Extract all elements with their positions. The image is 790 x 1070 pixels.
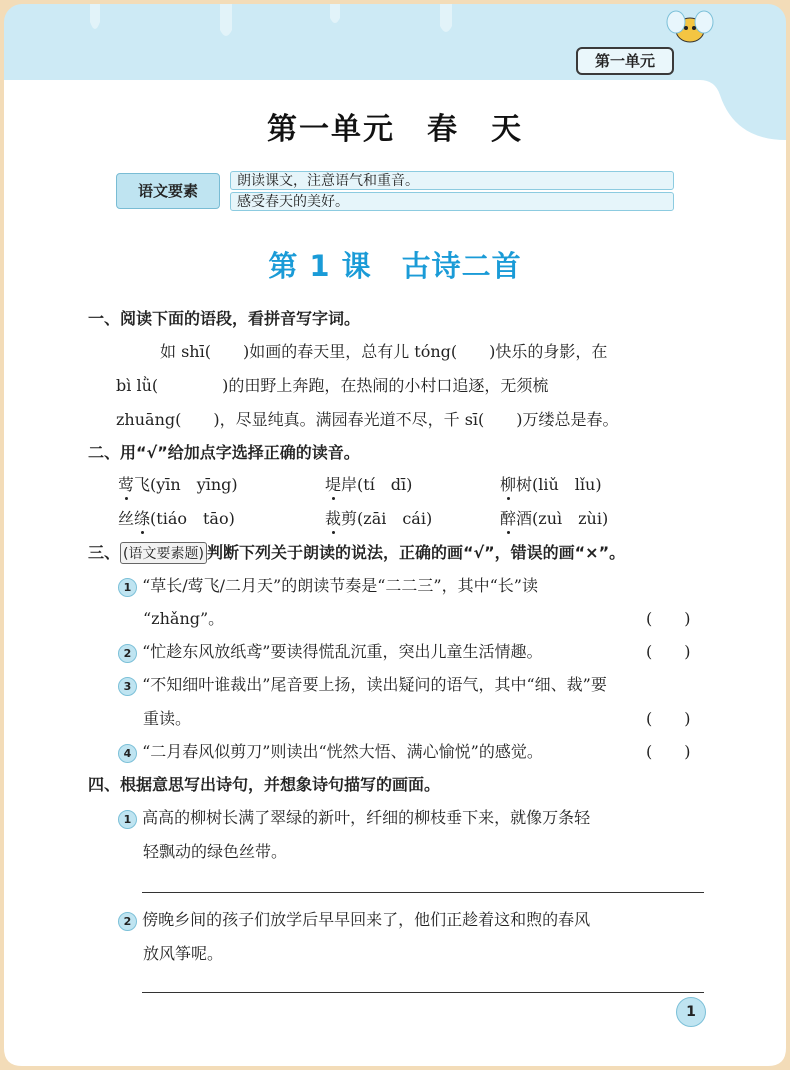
answer-paren[interactable]: ( )	[646, 642, 691, 661]
answer-paren[interactable]: ( )	[646, 609, 691, 628]
answer-paren[interactable]: ( )	[646, 709, 691, 728]
q3-item-3: 3 “不知细叶谁裁出”尾音要上扬，读出疑问的语气，其中“细、裁”要	[118, 672, 607, 696]
unit-tab: 第一单元	[576, 47, 674, 75]
q4-item-2: 2 傍晚乡间的孩子们放学后早早回来了，他们正趁着这和煦的春风	[118, 907, 590, 931]
q2-item: 醉酒(zuì zùi)	[500, 506, 608, 529]
q3-item-2: 2 “忙趁东风放纸鸢”要读得慌乱沉重，突出儿童生活情趣。	[118, 639, 542, 663]
q3-item-1-cont: “zhǎng”。	[143, 609, 225, 628]
q3-item-3-cont: 重读。	[143, 709, 192, 728]
elements-label: 语文要素	[116, 173, 220, 209]
elements-line-1: 朗读课文，注意语气和重音。	[230, 171, 674, 190]
answer-line-2[interactable]	[142, 992, 704, 993]
q1-line-2: bì lǜ( )的田野上奔跑，在热闹的小村口追逐，无须梳	[116, 376, 549, 395]
q4-item-1-cont: 轻飘动的绿色丝带。	[143, 842, 288, 861]
literacy-tag: (语文要素题)	[120, 542, 207, 564]
q2-item: 丝绦(tiáo tāo)	[118, 506, 235, 529]
q3-heading: 三、 (语文要素题) 判断下列关于朗读的说法，正确的画“√”，错误的画“×”。	[88, 543, 626, 562]
q4-item-1: 1 高高的柳树长满了翠绿的新叶，纤细的柳枝垂下来，就像万条轻	[118, 805, 590, 829]
q3-item-1: 1 “草长/莺飞/二月天”的朗读节奏是“二二三”，其中“长”读	[118, 573, 538, 597]
page-title: 第一单元 春 天	[267, 112, 523, 147]
lesson-title: 第 1 课 古诗二首	[268, 249, 522, 283]
page-number: 1	[676, 997, 706, 1027]
q2-heading: 二、用“√”给加点字选择正确的读音。	[88, 443, 360, 462]
q1-line-3: zhuāng( )，尽显纯真。满园春光道不尽，千 sī( )万缕总是春。	[116, 410, 619, 429]
q4-heading: 四、根据意思写出诗句，并想象诗句描写的画面。	[88, 775, 441, 794]
q2-item: 裁剪(zāi cái)	[325, 506, 432, 529]
answer-paren[interactable]: ( )	[646, 742, 691, 761]
q3-item-4: 4 “二月春风似剪刀”则读出“恍然大悟、满心愉悦”的感觉。	[118, 739, 543, 763]
q1-heading: 一、阅读下面的语段，看拼音写字词。	[88, 309, 361, 328]
q2-item: 堤岸(tí dī)	[325, 472, 412, 495]
q2-item: 莺飞(yīn yīng)	[118, 472, 238, 495]
answer-line-1[interactable]	[142, 892, 704, 893]
q2-item: 柳树(liǔ lǐu)	[500, 472, 602, 495]
q1-line-1: 如 shī( )如画的春天里，总有儿 tóng( )快乐的身影，在	[160, 342, 608, 361]
q4-item-2-cont: 放风筝呢。	[143, 944, 224, 963]
elements-line-2: 感受春天的美好。	[230, 192, 674, 211]
